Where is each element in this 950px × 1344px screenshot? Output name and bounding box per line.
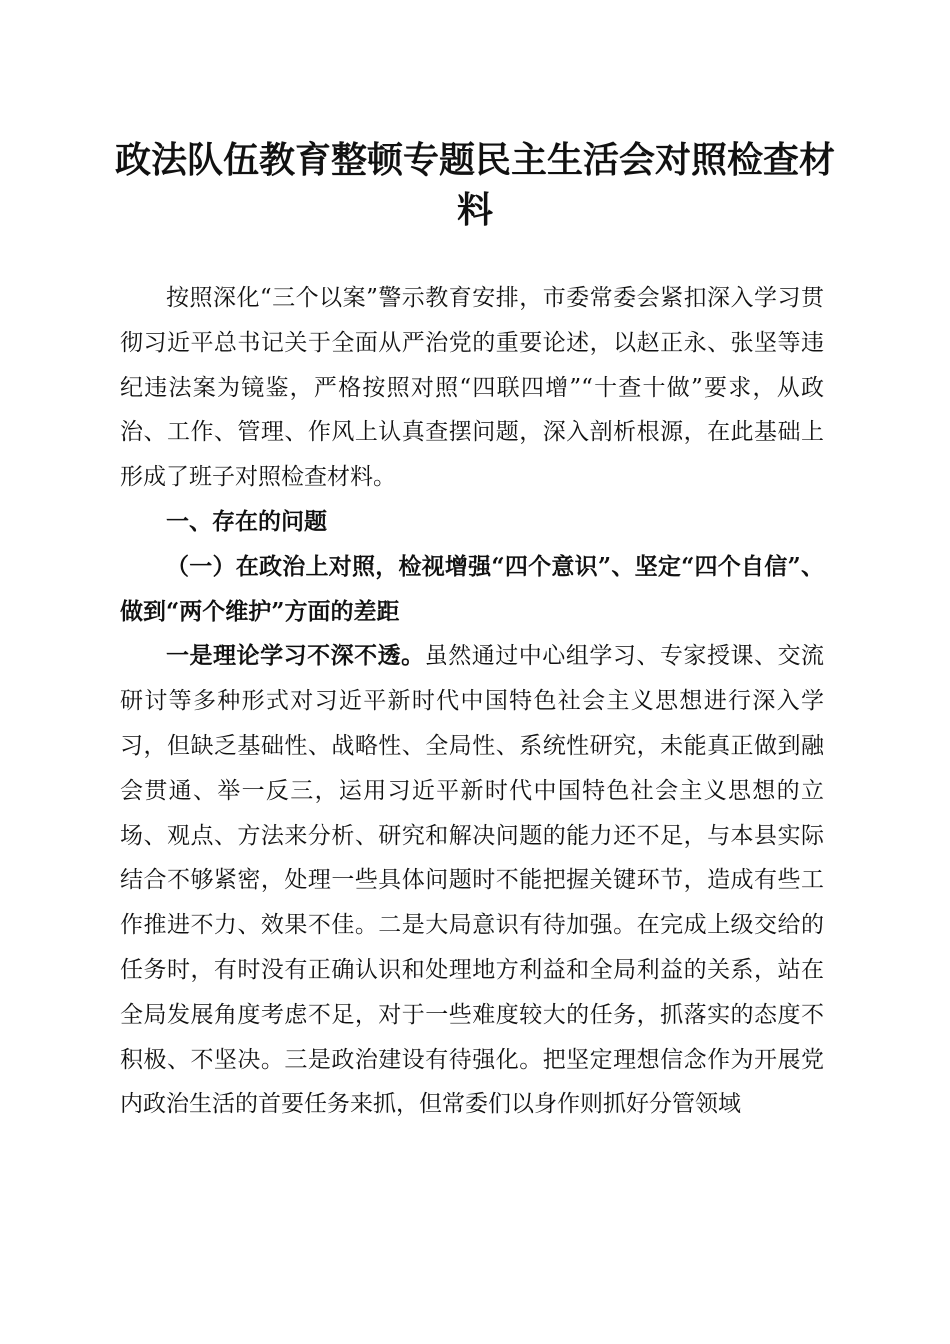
subsection-heading-political: （一）在政治上对照，检视增强“四个意识”、坚定“四个自信”、做到“两个维护”方面的差距 [120, 552, 824, 625]
section-heading-problems: 一、存在的问题 [166, 508, 327, 535]
point-title: 一是理论学习不深不透。 [166, 642, 425, 670]
document-title: 政法队伍教育整顿专题民主生活会对照检查材料 [114, 139, 835, 231]
paragraph-text: 虽然通过中心组学习、专家授课、交流研讨等多种形式对习近平新时代中国特色社会主义思想进行深入学习，但缺乏基础性、战略性、全局性、系统性研究，未能真正做到融会贯通、举一反三，运用习近平新时代中国特色社会主义思想的立场、观点、方法来分析、研究和解决问题的能力还不足，与本县实际结合不够紧密，处理一些具体问题时不能把握关键环节，造成有些工作推进不力、效果不佳。二是大局意识有待加强。在完成上级交给的任务时，有时没有正确认识和处理地方利益和全局利益的关系，站在全局发展角度考虑不足，对于一些难度较大的任务，抓落实的态度不积极、不坚决。三是政治建设有待强化。把坚定理想信念作为开展党内政治生活的首要任务来抓，但常委们以身作则抓好分管领域 [120, 643, 825, 1118]
document-body [120, 276, 824, 1127]
intro-paragraph: 按照深化“三个以案”警示教育安排，市委常委会紧扣深入学习贯彻习近平总书记关于全面从严治党的重要论述，以赵正永、张坚等违纪违法案为镜鉴，严格按照对照“四联四增”“十查十做”要求，从政治、工作、管理、作风上认真查摆问题，深入剖析根源，在此基础上形成了班子对照检查材料。 [120, 285, 824, 491]
body-paragraph [120, 634, 824, 1127]
